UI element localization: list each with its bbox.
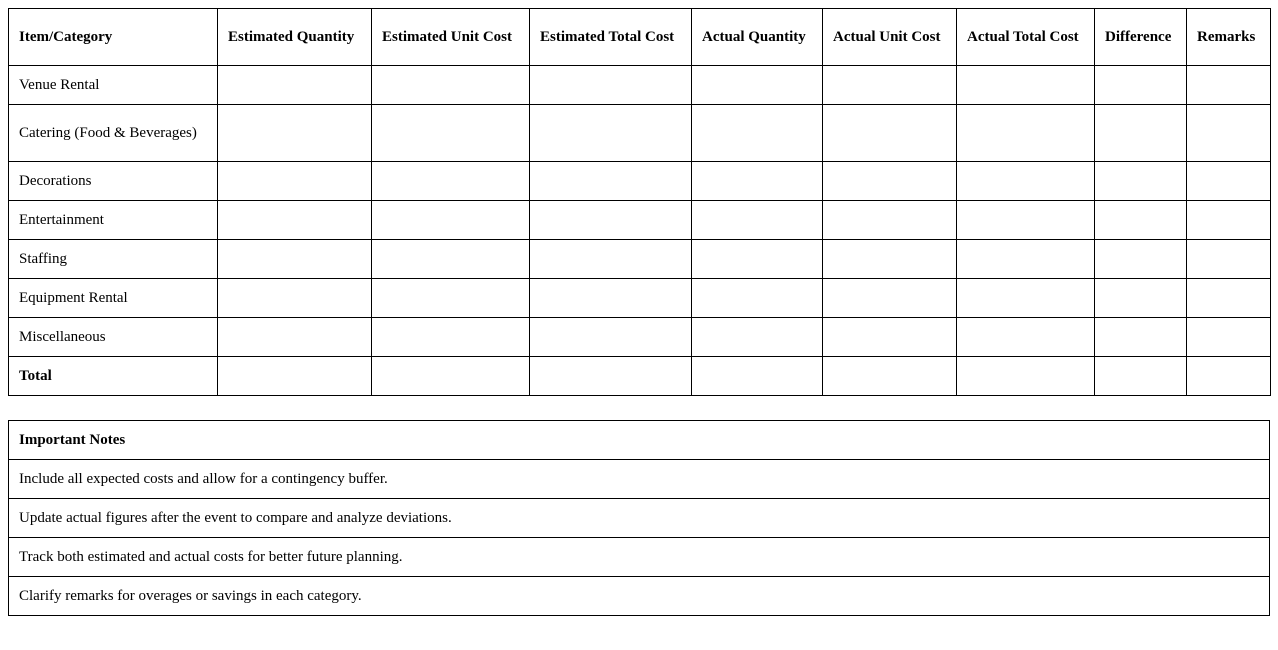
table-cell[interactable] [823, 318, 957, 357]
table-cell[interactable] [957, 66, 1095, 105]
table-cell[interactable] [372, 105, 530, 162]
table-cell[interactable] [372, 162, 530, 201]
budget-table [8, 8, 1271, 396]
total-row [9, 357, 1271, 396]
total-label: Total [9, 357, 218, 396]
table-cell[interactable] [692, 66, 823, 105]
table-cell[interactable] [823, 201, 957, 240]
header-row [9, 9, 1271, 66]
table-cell[interactable] [530, 318, 692, 357]
row-label: Venue Rental [9, 66, 218, 105]
table-cell[interactable] [372, 240, 530, 279]
table-cell[interactable] [823, 279, 957, 318]
note-item: Clarify remarks for overages or savings in each category. [9, 577, 1270, 616]
header-actual-unit-cost: Actual Unit Cost [823, 9, 957, 66]
table-cell[interactable] [372, 201, 530, 240]
table-cell[interactable] [957, 357, 1095, 396]
table-cell[interactable] [692, 240, 823, 279]
table-cell[interactable] [823, 105, 957, 162]
table-cell[interactable] [218, 66, 372, 105]
table-cell[interactable] [218, 318, 372, 357]
table-cell[interactable] [372, 66, 530, 105]
row-label: Entertainment [9, 201, 218, 240]
table-cell[interactable] [1095, 201, 1187, 240]
header-estimated-unit-cost: Estimated Unit Cost [372, 9, 530, 66]
header-item-category: Item/Category [9, 9, 218, 66]
table-cell[interactable] [530, 201, 692, 240]
table-cell[interactable] [530, 162, 692, 201]
notes-title-row [9, 421, 1270, 460]
table-cell[interactable] [957, 201, 1095, 240]
note-row [9, 499, 1270, 538]
table-cell[interactable] [218, 105, 372, 162]
table-cell[interactable] [530, 240, 692, 279]
table-cell[interactable] [1187, 279, 1271, 318]
table-cell[interactable] [372, 357, 530, 396]
table-cell[interactable] [1187, 162, 1271, 201]
table-cell[interactable] [692, 318, 823, 357]
table-cell[interactable] [957, 279, 1095, 318]
notes-table [8, 420, 1270, 616]
header-remarks: Remarks [1187, 9, 1271, 66]
note-item: Update actual figures after the event to compare and analyze deviations. [9, 499, 1270, 538]
table-cell[interactable] [1187, 357, 1271, 396]
table-cell[interactable] [530, 279, 692, 318]
row-label: Decorations [9, 162, 218, 201]
table-cell[interactable] [823, 66, 957, 105]
note-row [9, 538, 1270, 577]
header-estimated-quantity: Estimated Quantity [218, 9, 372, 66]
table-cell[interactable] [218, 357, 372, 396]
table-cell[interactable] [218, 201, 372, 240]
table-cell[interactable] [957, 240, 1095, 279]
table-cell[interactable] [1095, 162, 1187, 201]
table-cell[interactable] [218, 279, 372, 318]
table-cell[interactable] [1187, 240, 1271, 279]
row-label: Equipment Rental [9, 279, 218, 318]
table-cell[interactable] [1187, 66, 1271, 105]
table-cell[interactable] [823, 357, 957, 396]
table-cell[interactable] [1095, 279, 1187, 318]
table-cell[interactable] [692, 105, 823, 162]
notes-title: Important Notes [9, 421, 1270, 460]
note-item: Include all expected costs and allow for a contingency buffer. [9, 460, 1270, 499]
table-cell[interactable] [823, 240, 957, 279]
table-cell[interactable] [1095, 357, 1187, 396]
table-cell[interactable] [692, 357, 823, 396]
table-cell[interactable] [530, 105, 692, 162]
table-row [9, 162, 1271, 201]
table-row [9, 105, 1271, 162]
table-cell[interactable] [1095, 240, 1187, 279]
table-cell[interactable] [1187, 318, 1271, 357]
table-cell[interactable] [530, 66, 692, 105]
table-cell[interactable] [957, 318, 1095, 357]
table-cell[interactable] [530, 357, 692, 396]
header-difference: Difference [1095, 9, 1187, 66]
table-cell[interactable] [1187, 105, 1271, 162]
table-cell[interactable] [692, 162, 823, 201]
row-label: Catering (Food & Beverages) [9, 105, 218, 162]
table-cell[interactable] [1095, 318, 1187, 357]
table-cell[interactable] [372, 318, 530, 357]
table-cell[interactable] [1187, 201, 1271, 240]
note-row [9, 577, 1270, 616]
table-row [9, 318, 1271, 357]
note-row [9, 460, 1270, 499]
table-cell[interactable] [1095, 66, 1187, 105]
table-cell[interactable] [372, 279, 530, 318]
header-estimated-total-cost: Estimated Total Cost [530, 9, 692, 66]
table-row [9, 201, 1271, 240]
table-row [9, 240, 1271, 279]
header-actual-quantity: Actual Quantity [692, 9, 823, 66]
row-label: Staffing [9, 240, 218, 279]
table-cell[interactable] [1095, 105, 1187, 162]
table-cell[interactable] [957, 105, 1095, 162]
table-row [9, 66, 1271, 105]
row-label: Miscellaneous [9, 318, 218, 357]
table-cell[interactable] [692, 201, 823, 240]
note-item: Track both estimated and actual costs for better future planning. [9, 538, 1270, 577]
table-cell[interactable] [823, 162, 957, 201]
table-cell[interactable] [218, 162, 372, 201]
table-row [9, 279, 1271, 318]
header-actual-total-cost: Actual Total Cost [957, 9, 1095, 66]
table-cell[interactable] [218, 240, 372, 279]
table-cell[interactable] [957, 162, 1095, 201]
table-cell[interactable] [692, 279, 823, 318]
